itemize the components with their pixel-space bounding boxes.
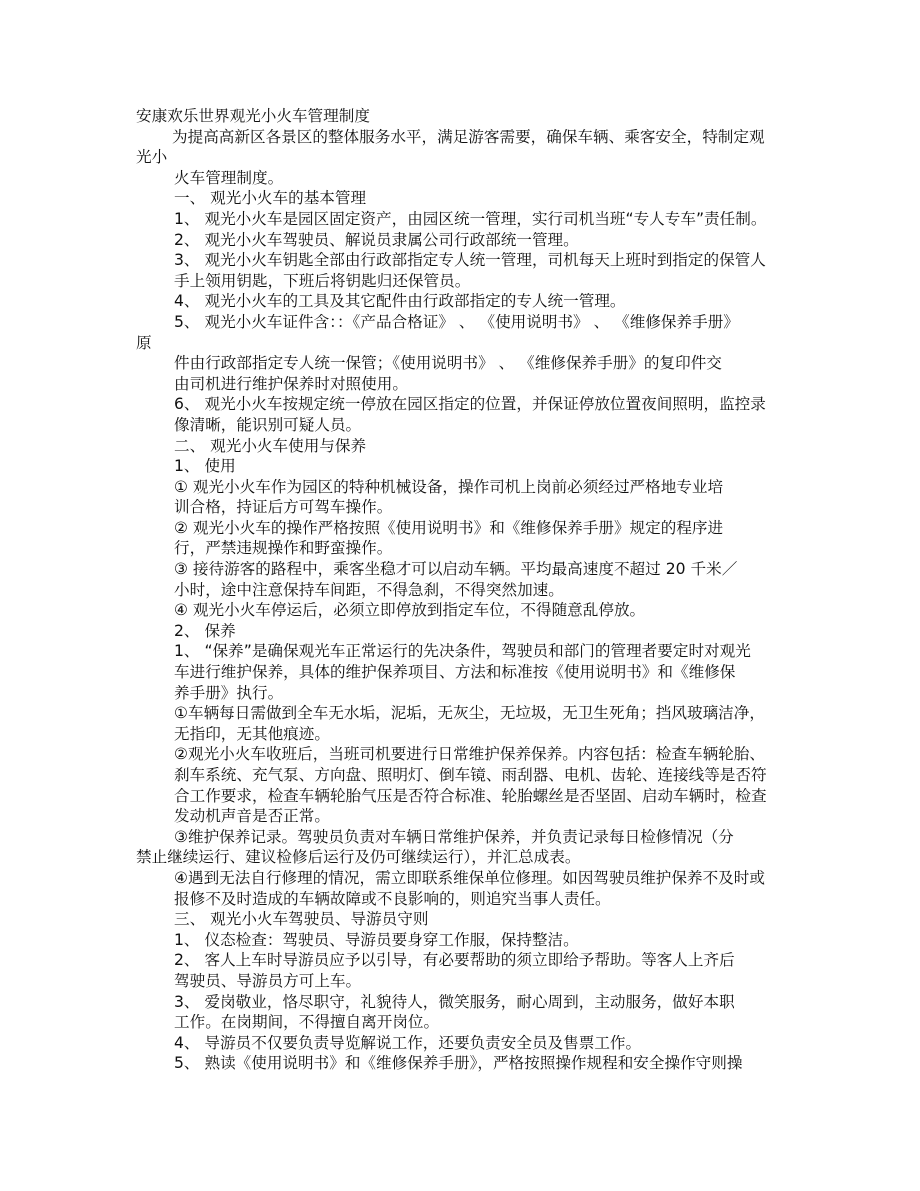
document-body xyxy=(0,106,920,1074)
list-item: 4、 观光小火车的工具及其它配件由行政部指定的专人统一管理。 xyxy=(174,292,626,311)
list-item-continuation: 报修不及时造成的车辆故障或不良影响的，则追究当事人责任。 xyxy=(174,889,611,908)
list-item-continuation: 合工作要求，检查车辆轮胎气压是否符合标准、轮胎螺丝是否坚固、启动车辆时，检查 xyxy=(174,786,767,805)
list-item: ②观光小火车收班后，当班司机要进行日常维护保养保养。内容包括：检查车辆轮胎、 xyxy=(174,745,765,764)
list-item: 3、 爱岗敬业，恪尽职守，礼貌待人，微笑服务，耐心周到，主动服务，做好本职 xyxy=(174,992,735,1011)
list-item: ③ 接待游客的路程中，乘客坐稳才可以启动车辆。平均最高速度不超过 20 千米／ xyxy=(174,560,738,579)
list-item-continuation: 训合格，持证后方可驾车操作。 xyxy=(174,498,393,517)
list-item: 5、 观光小火车证件含：：《产品合格证》 、 《使用说明书》 、 《维修保养手册》 xyxy=(174,312,739,331)
list-item: ④遇到无法自行修理的情况，需立即联系维保单位修理。如因驾驶员维护保养不及时或 xyxy=(174,868,765,887)
list-item: ④ 观光小火车停运后，必须立即停放到指定车位，不得随意乱停放。 xyxy=(174,601,646,620)
list-item-continuation: 原 xyxy=(136,333,152,352)
paragraph-line: 火车管理制度。 xyxy=(174,168,284,187)
section-heading: 一、 观光小火车的基本管理 xyxy=(174,189,367,208)
list-item: 3、 观光小火车钥匙全部由行政部指定专人统一管理，司机每天上班时到指定的保管人 xyxy=(174,251,766,270)
list-item-continuation: 件由行政部指定专人统一保管；《使用说明书》 、 《维修保养手册》的复印件交 xyxy=(174,354,722,373)
document-title: 安康欢乐世界观光小火车管理制度 xyxy=(136,107,370,125)
list-item-continuation: 小时，途中注意保持车间距，不得急刹，不得突然加速。 xyxy=(174,580,564,599)
list-item-continuation: 工作。在岗期间，不得擅自离开岗位。 xyxy=(174,1013,440,1032)
list-item-continuation: 发动机声音是否正常。 xyxy=(174,807,330,826)
list-item-continuation: 手上领用钥匙，下班后将钥匙归还保管员。 xyxy=(174,271,471,290)
list-item-continuation: 像清晰，能识别可疑人员。 xyxy=(174,415,362,434)
list-item-continuation: 车进行维护保养，具体的维护保养项目、方法和标准按《使用说明书》和《维修保 xyxy=(174,663,736,682)
list-item: 2、 观光小火车驾驶员、解说员隶属公司行政部统一管理。 xyxy=(174,230,579,249)
list-item: 1、 仪态检查：驾驶员、导游员要身穿工作服，保持整洁。 xyxy=(174,930,579,949)
list-item: 6、 观光小火车按规定统一停放在园区指定的位置，并保证停放位置夜间照明，监控录 xyxy=(174,395,766,414)
list-item-continuation: 由司机进行维护保养时对照使用。 xyxy=(174,374,408,393)
list-item: 1、 “保养”是确保观光车正常运行的先决条件，驾驶员和部门的管理者要定时对观光 xyxy=(174,642,751,661)
list-item: 2、 客人上车时导游员应予以引导，有必要帮助的须立即给予帮助。等客人上齐后 xyxy=(174,951,735,970)
list-item: ① 观光小火车作为园区的特种机械设备，操作司机上岗前必须经过严格地专业培 xyxy=(174,477,724,496)
list-item-continuation: 刹车系统、充气泵、方向盘、照明灯、倒车镜、雨刮器、电机、齿轮、连接线等是否符 xyxy=(174,766,767,784)
section-heading: 二、 观光小火车使用与保养 xyxy=(174,436,367,455)
list-item: 4、 导游员不仅要负责导览解说工作，还要负责安全员及售票工作。 xyxy=(174,1033,642,1052)
section-heading: 三、 观光小火车驾驶员、导游员守则 xyxy=(174,910,429,929)
list-item: ② 观光小火车的操作严格按照《使用说明书》和《维修保养手册》规定的程序进 xyxy=(174,518,724,537)
list-item: ①车辆每日需做到全车无水垢，泥垢，无灰尘，无垃圾，无卫生死角；挡风玻璃洁净， xyxy=(174,704,765,723)
list-item: ③维护保养记录。驾驶员负责对车辆日常维护保养，并负责记录每日检修情况（分 xyxy=(174,827,734,846)
list-item: 1、 观光小火车是园区固定资产，由园区统一管理，实行司机当班“专人专车”责任制。 xyxy=(174,209,767,228)
subsection-heading: 1、 使用 xyxy=(174,457,236,476)
list-item-continuation: 驾驶员、导游员方可上车。 xyxy=(174,971,362,990)
list-item-continuation: 禁止继续运行、建议检修后运行及仍可继续运行），并汇总成表。 xyxy=(136,848,581,867)
paragraph-line: 光小 xyxy=(136,148,168,167)
subsection-heading: 2、 保养 xyxy=(174,621,236,640)
list-item-continuation: 无指印，无其他痕迹。 xyxy=(174,724,330,743)
paragraph-line: 为提高高新区各景区的整体服务水平，满足游客需要，确保车辆、乘客安全，特制定观 xyxy=(172,127,765,146)
list-item: 5、 熟读《使用说明书》和《维修保养手册》，严格按照操作规程和安全操作守则操 xyxy=(174,1054,743,1073)
list-item-continuation: 养手册》执行。 xyxy=(174,683,284,702)
list-item-continuation: 行，严禁违规操作和野蛮操作。 xyxy=(174,539,393,558)
